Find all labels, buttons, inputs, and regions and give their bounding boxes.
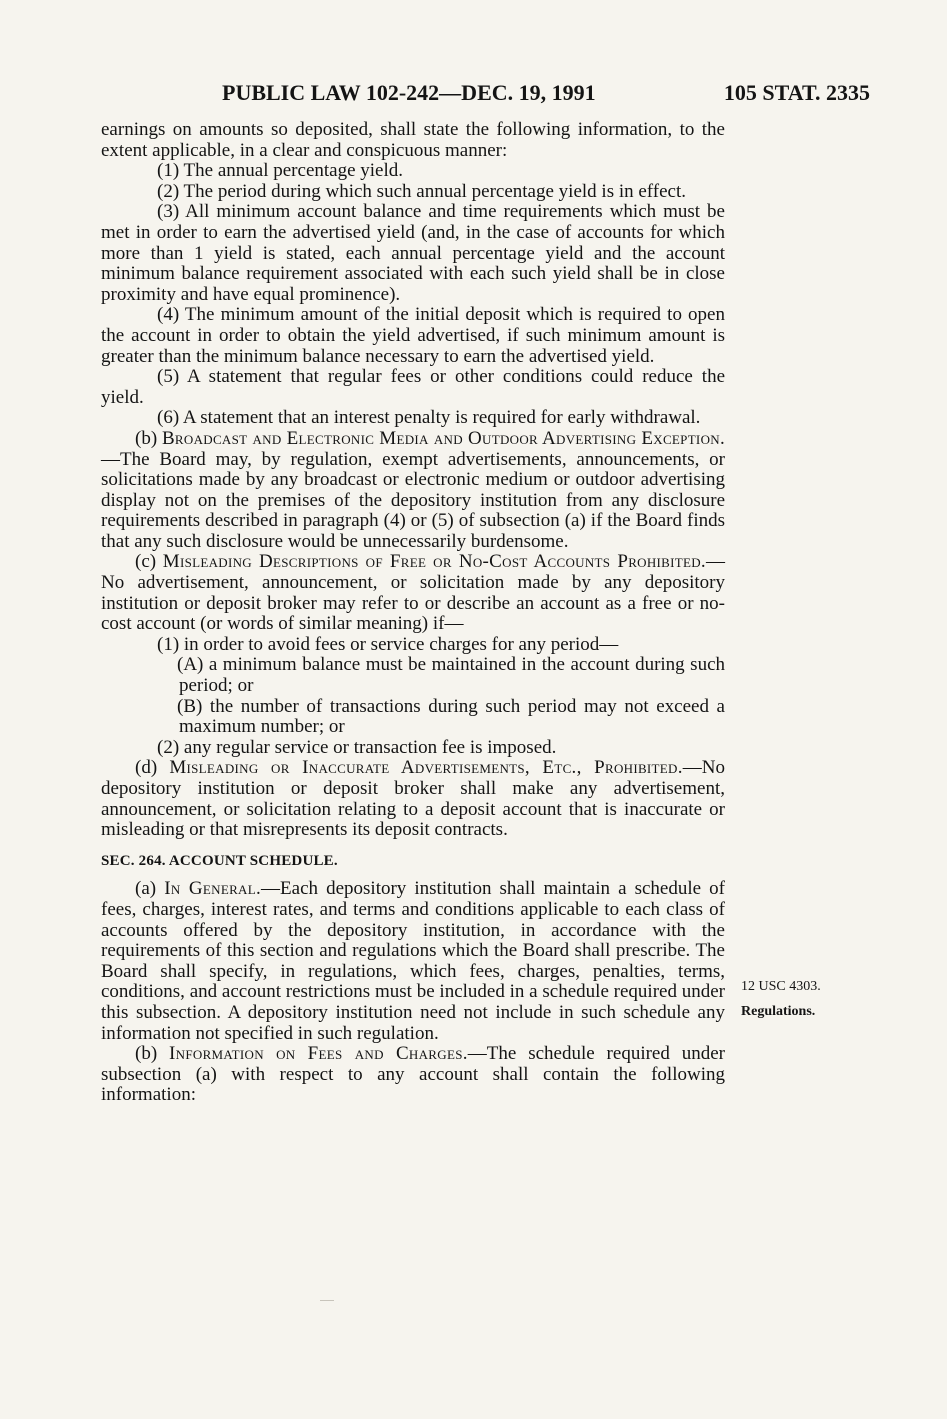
paragraph-a3: (3) All minimum account balance and time requirements which must be met in order to earn the advertised yield (and, in the case of accounts for which more than 1 yield is stated, each annual percentage yield and the account minimum balance requirement associated with each such yield shall be in close proximity and have equal prominence). — [101, 201, 725, 305]
section-subsection-a-heading: In General. — [164, 878, 262, 900]
running-head — [100, 78, 870, 108]
paragraph-intro: earnings on amounts so deposited, shall state the following information, to the extent applicable, in a clear and conspicuous manner: — [101, 119, 725, 161]
subsection-d — [101, 758, 725, 840]
section-subsection-a-label: (a) — [135, 878, 165, 900]
section-heading: SEC. 264. ACCOUNT SCHEDULE. — [101, 852, 338, 869]
section-subsection-b-label: (b) — [135, 1043, 170, 1065]
subsection-b-label: (b) — [135, 427, 162, 449]
paragraph-a4: (4) The minimum amount of the initial deposit which is required to open the account in order to obtain the yield advertised, if such minimum amount is greater than the minimum balance necessary to earn the advertised yield. — [101, 304, 725, 367]
section-subsection-b-heading: Information on Fees and Charges. — [169, 1043, 468, 1065]
subsection-b — [101, 429, 725, 553]
paragraph-a1: (1) The annual percentage yield. — [157, 160, 404, 182]
subsection-c-text: —No advertisement, announcement, or solicitation made by any depository institution or deposit broker may refer to or describe an account as a free or no-cost account (or words of similar meaning) if— — [101, 551, 725, 635]
paragraph-a6: (6) A statement that an interest penalty is required for early withdrawal. — [157, 407, 701, 429]
page-mark — [320, 1300, 334, 1301]
paragraph-c2: (2) any regular service or transaction fee is imposed. — [157, 736, 557, 758]
subparagraph-c1B: (B) the number of transactions during such period may not exceed a maximum number; or — [177, 695, 725, 738]
paragraph-a5: (5) A statement that regular fees or other conditions could reduce the yield. — [101, 366, 725, 408]
paragraph-a2: (2) The period during which such annual percentage yield is in effect. — [157, 180, 687, 202]
subsection-c-label: (c) — [135, 551, 163, 573]
subsection-b-heading: Broadcast and Electronic Media and Outdoor Advertising Exception. — [161, 427, 725, 449]
running-head-title: PUBLIC LAW 102-242—DEC. 19, 1991 — [222, 80, 596, 105]
subsection-b-text: —The Board may, by regulation, exempt advertisements, announcements, or solicitations made by any broadcast or electronic medium or outdoor advertising display not on the premises of the depository institution from any disclosure requirements described in paragraph (4) or (5) of subsection (a) if the Board finds that any such disclosure would be unnecessarily burdensome. — [101, 448, 725, 552]
section-subsection-a-text: —Each depository institution shall maintain a schedule of fees, charges, interest rates, and terms and conditions applicable to each class of accounts offered by the depository institution, in accordance with the requirements of this section and regulations which the Board shall prescribe. The Board shall specify, in regulations, which fees, charges, penalties, terms, conditions, and account restrictions must be included in a schedule required under this subsection. A depository institution need not include in such schedule any information not specified in such regulation. — [101, 878, 725, 1044]
subsection-d-heading: Misleading or Inaccurate Advertisements, Etc., Prohibited. — [169, 757, 683, 779]
subsection-d-label: (d) — [135, 757, 170, 779]
subsection-d-text: —No depository institution or deposit broker shall make any advertisement, announcement, or solicitation relating to a deposit account that is inaccurate or misleading or that misrepresents its deposit contracts. — [101, 757, 726, 841]
section-subsection-a — [101, 879, 725, 1044]
subparagraph-c1A: (A) a minimum balance must be maintained in the account during such period; or — [177, 654, 725, 697]
subsection-c — [101, 552, 725, 634]
running-head-page-number: 105 STAT. 2335 — [723, 80, 870, 105]
paragraph-c1: (1) in order to avoid fees or service charges for any period— — [157, 633, 619, 655]
margin-note-regulations: Regulations. — [741, 1004, 816, 1019]
body-text — [101, 120, 725, 1106]
margin-note-usc: 12 USC 4303. — [741, 979, 821, 994]
section-subsection-b — [101, 1044, 725, 1106]
subsection-c-heading: Misleading Descriptions of Free or No-Cost Accounts Prohibited. — [162, 551, 706, 573]
section-subsection-b-text: —The schedule required under subsection (a) with respect to any account shall contain the following information: — [101, 1043, 725, 1106]
